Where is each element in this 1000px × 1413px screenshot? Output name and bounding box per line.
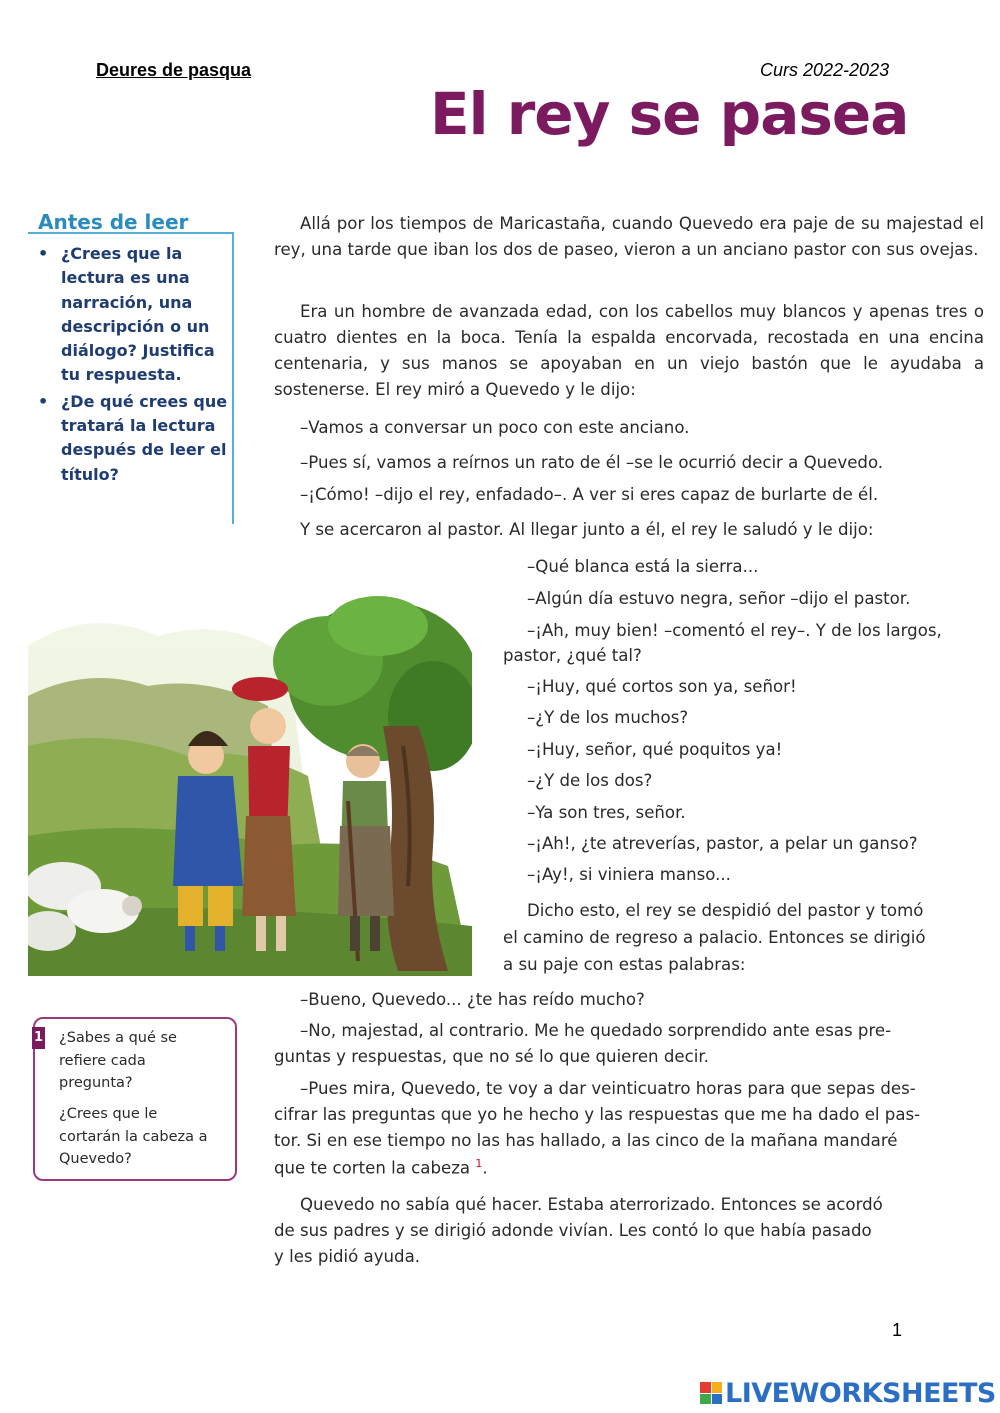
activity-box [33, 1017, 237, 1181]
paragraph-line: de sus padres y se dirigió adonde vivían. Les contó lo que había pasado [274, 1221, 872, 1240]
before-reading-question: • ¿De qué crees que tratará la lectura después de leer el título? [38, 391, 228, 484]
before-reading-box [28, 210, 234, 523]
dialogue-line: –¡Huy, qué cortos son ya, señor! [527, 677, 797, 696]
paragraph: Allá por los tiempos de Maricastaña, cuando Quevedo era paje de su majestad el rey, una tarde que iban los dos de paseo, vieron a un anciano pastor con sus ovejas. [274, 214, 984, 259]
paragraph-line: a su paje con estas palabras: [503, 955, 746, 974]
logo-text: LIVEWORKSHEETS [725, 1377, 996, 1409]
dialogue-line: que te corten la cabeza $^1$. [274, 1157, 488, 1178]
dialogue-line: –¡Ay!, si viniera manso... [527, 865, 731, 884]
page-number: 1 [892, 1320, 903, 1340]
header-left: Deures de pasqua [96, 60, 252, 80]
logo-mark-icon [700, 1382, 722, 1404]
before-reading-question: • ¿Crees que la lectura es una narración, una descripción o un diálogo? Justifica tu respuesta. [38, 244, 215, 385]
activity-question: ¿Sabes a qué se refiere cada pregunta? [59, 1030, 177, 1091]
liveworksheets-logo [700, 1378, 996, 1408]
dialogue-line: –¡Ah!, ¿te atreverías, pastor, a pelar un ganso? [527, 834, 918, 853]
dialogue-line: –Qué blanca está la sierra... [527, 557, 759, 576]
dialogue-line: cifrar las preguntas que yo he hecho y las respuestas que me ha dado el pas- [274, 1105, 921, 1124]
activity-question: ¿Crees que le cortarán la cabeza a Quevedo? [59, 1106, 208, 1167]
activity-number: 1 [32, 1027, 45, 1049]
dialogue-line: guntas y respuestas, que no sé lo que quieren decir. [274, 1047, 709, 1066]
dialogue-line: –Pues sí, vamos a reírnos un rato de él –se le ocurrió decir a Quevedo. [300, 453, 884, 472]
paragraph: Era un hombre de avanzada edad, con los cabellos muy blancos y apenas tres o cuatro dientes en la boca. Tenía la espalda encorvada, recostada en una encina centenaria, y sus manos se apoyaban en un viejo bastón que le ayudaba a sostenerse. El rey miró a Quevedo y le dijo: [274, 302, 984, 399]
dialogue-line: –¡Huy, señor, qué poquitos ya! [527, 740, 783, 759]
dialogue-line: –Bueno, Quevedo... ¿te has reído mucho? [300, 990, 645, 1009]
dialogue-line: –Ya son tres, señor. [527, 803, 686, 822]
dialogue-line: –¡Ah, muy bien! –comentó el rey–. Y de los largos, [527, 621, 942, 640]
paragraph-line: y les pidió ayuda. [274, 1247, 421, 1266]
dialogue-line: –¿Y de los dos? [527, 771, 653, 790]
story-title: El rey se pasea [430, 80, 909, 148]
footnote-mark: 1 [475, 1157, 483, 1170]
header-right: Curs 2022-2023 [760, 60, 890, 80]
dialogue-line: –Algún día estuvo negra, señor –dijo el pastor. [527, 589, 911, 608]
dialogue-line: Y se acercaron al pastor. Al llegar junto a él, el rey le saludó y le dijo: [300, 520, 874, 539]
dialogue-line: –Vamos a conversar un poco con este anciano. [300, 418, 690, 437]
dialogue-line: –No, majestad, al contrario. Me he quedado sorprendido ante esas pre- [300, 1021, 892, 1040]
dialogue-line: –¿Y de los muchos? [527, 708, 689, 727]
before-reading-title: Antes de leer [38, 210, 189, 234]
dialogue-line: –Pues mira, Quevedo, te voy a dar veinticuatro horas para que sepas des- [300, 1079, 916, 1098]
dialogue-line: pastor, ¿qué tal? [503, 646, 642, 665]
before-reading-list [34, 242, 230, 489]
dialogue-line: –¡Cómo! –dijo el rey, enfadado–. A ver si eres capaz de burlarte de él. [300, 485, 879, 504]
paragraph-line: Dicho esto, el rey se despidió del pastor y tomó [527, 901, 924, 920]
dialogue-line: tor. Si en ese tiempo no las has hallado, a las cinco de la mañana mandaré [274, 1131, 898, 1150]
paragraph-line: Quevedo no sabía qué hacer. Estaba aterrorizado. Entonces se acordó [300, 1195, 883, 1214]
paragraph-line: el camino de regreso a palacio. Entonces se dirigió [503, 928, 926, 947]
story-illustration [28, 586, 472, 976]
